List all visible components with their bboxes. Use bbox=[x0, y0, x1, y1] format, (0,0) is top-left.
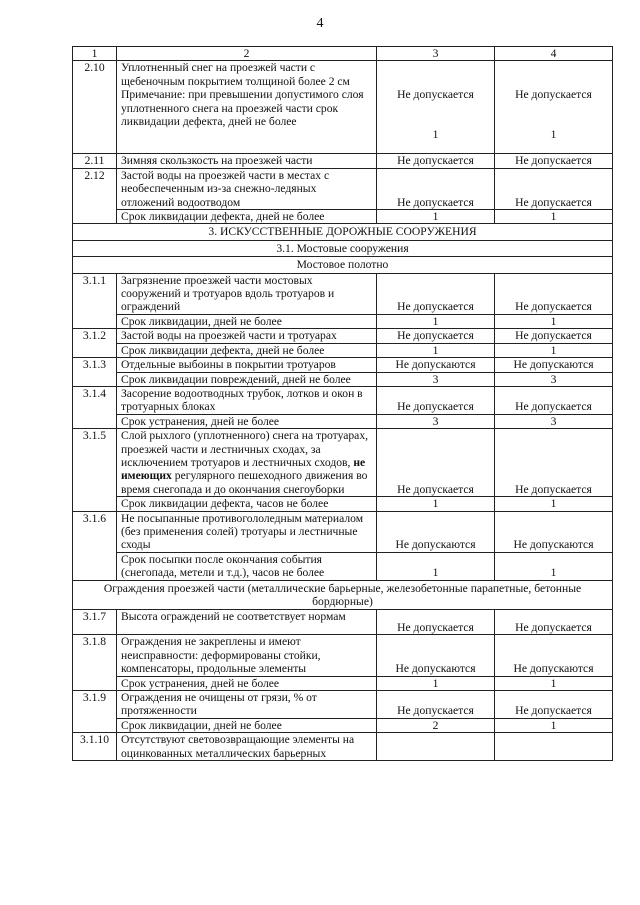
row-description: Отсутствуют световозвращающие элементы на оцинкованных металлических барьерных bbox=[117, 733, 377, 761]
row-description: Засорение водоотводных трубок, лотков и окон в тротуарных блоках bbox=[117, 386, 377, 414]
row-number: 3.1.4 bbox=[73, 386, 117, 428]
term-value: 1 bbox=[432, 127, 439, 141]
value-cell bbox=[377, 733, 495, 761]
term-value: 2 bbox=[377, 718, 495, 732]
term-row bbox=[73, 343, 613, 357]
table-row bbox=[73, 386, 613, 414]
header-cell: 4 bbox=[495, 47, 613, 61]
term-value: 1 bbox=[377, 314, 495, 328]
term-row bbox=[73, 414, 613, 428]
header-cell: 1 bbox=[73, 47, 117, 61]
term-label: Срок устранения, дней не более bbox=[117, 414, 377, 428]
value-cell: Не допускаются bbox=[377, 358, 495, 372]
value-cell: Не допускается bbox=[495, 691, 613, 719]
table-row bbox=[73, 168, 613, 209]
value-cell: Не допускаются bbox=[495, 635, 613, 676]
page-number: 4 bbox=[316, 16, 324, 31]
value-cell: Не допускается bbox=[495, 273, 613, 314]
table-row bbox=[73, 610, 613, 635]
header-cell: 2 bbox=[117, 47, 377, 61]
row-number: 3.1.2 bbox=[73, 329, 117, 358]
value-cell bbox=[495, 61, 613, 154]
value-cell: Не допускается bbox=[495, 386, 613, 414]
value-text: Не допускается bbox=[515, 88, 592, 102]
term-label: Срок посыпки после окончания события (снегопада, метели и т.д.), часов не более bbox=[117, 552, 377, 580]
value-cell: Не допускается bbox=[377, 154, 495, 168]
term-label: Срок ликвидации дефекта, часов не более bbox=[117, 497, 377, 511]
value-cell: Не допускается bbox=[377, 273, 495, 314]
term-value: 1 bbox=[495, 718, 613, 732]
value-cell: Не допускается bbox=[377, 329, 495, 343]
row-number: 2.10 bbox=[73, 61, 117, 154]
term-row bbox=[73, 314, 613, 328]
row-number: 2.12 bbox=[73, 168, 117, 224]
term-value: 3 bbox=[377, 372, 495, 386]
term-value: 3 bbox=[495, 414, 613, 428]
row-number: 3.1.1 bbox=[73, 273, 117, 329]
description-text: регулярного пешеходного движения во время снегопада и до окончания снегоуборки bbox=[121, 469, 368, 496]
term-value: 1 bbox=[495, 676, 613, 690]
term-label: Срок ликвидации, дней не более bbox=[117, 718, 377, 732]
term-row bbox=[73, 676, 613, 690]
row-number: 3.1.5 bbox=[73, 429, 117, 511]
row-description: Загрязнение проезжей части мостовых сооружений и тротуаров вдоль тротуаров и ограждений bbox=[117, 273, 377, 314]
subsection-row bbox=[73, 240, 613, 256]
row-description: Застой воды на проезжей части в местах с необеспеченным из-за снежно-ледяных отложений водоотводом bbox=[117, 168, 377, 209]
row-description: Не посыпанные противогололедным материалом (без применения солей) тротуары и лестничные сходы bbox=[117, 511, 377, 552]
value-text: Не допускается bbox=[397, 88, 474, 102]
row-number: 3.1.8 bbox=[73, 635, 117, 691]
requirements-table bbox=[72, 46, 613, 761]
term-value: 1 bbox=[377, 552, 495, 580]
value-cell: Не допускается bbox=[377, 691, 495, 719]
table-row bbox=[73, 511, 613, 552]
row-description: Ограждения не очищены от грязи, % от протяженности bbox=[117, 691, 377, 719]
value-cell: Не допускается bbox=[377, 386, 495, 414]
description-text: Слой рыхлого (уплотненного) снега на тротуарах, проезжей части и лестничных сходах, за исключением тротуаров и лестничных сходов, bbox=[121, 429, 369, 469]
term-value: 1 bbox=[495, 314, 613, 328]
table-row bbox=[73, 733, 613, 761]
row-number: 3.1.7 bbox=[73, 610, 117, 635]
note-text: Примечание: при превышении допустимого слоя уплотненного снега на проезжей части срок ликвидации дефекта, дней не более bbox=[121, 88, 364, 129]
row-description: Ограждения не закреплены и имеют неисправности: деформированы стойки, компенсаторы, продольные элементы bbox=[117, 635, 377, 676]
value-cell: Не допускается bbox=[377, 168, 495, 209]
term-label: Срок ликвидации дефекта, дней не более bbox=[117, 343, 377, 357]
value-cell: Не допускаются bbox=[495, 511, 613, 552]
value-cell: Не допускается bbox=[495, 429, 613, 497]
subsection-title: Ограждения проезжей части (металлические барьерные, железобетонные парапетные, бетонные бордюрные) bbox=[73, 580, 613, 610]
term-value: 1 bbox=[377, 497, 495, 511]
term-row bbox=[73, 497, 613, 511]
table-row bbox=[73, 329, 613, 343]
row-number: 3.1.9 bbox=[73, 691, 117, 733]
table-row bbox=[73, 691, 613, 719]
section-row bbox=[73, 224, 613, 240]
row-description bbox=[117, 429, 377, 497]
row-description bbox=[117, 61, 377, 154]
row-number: 3.1.10 bbox=[73, 733, 117, 761]
value-cell: Не допускается bbox=[377, 429, 495, 497]
row-number: 2.11 bbox=[73, 154, 117, 168]
subsection-title: 3.1. Мостовые сооружения bbox=[73, 240, 613, 256]
subsection-title: Мостовое полотно bbox=[73, 257, 613, 273]
table-row bbox=[73, 154, 613, 168]
table-row bbox=[73, 429, 613, 497]
value-cell: Не допускаются bbox=[495, 358, 613, 372]
term-value: 1 bbox=[377, 343, 495, 357]
value-cell bbox=[495, 733, 613, 761]
term-label: Срок ликвидации, дней не более bbox=[117, 314, 377, 328]
term-row bbox=[73, 718, 613, 732]
table-row bbox=[73, 61, 613, 154]
term-value: 1 bbox=[377, 676, 495, 690]
term-value: 1 bbox=[495, 210, 613, 224]
row-description: Отдельные выбоины в покрытии тротуаров bbox=[117, 358, 377, 372]
description-emphasis: не имеющих bbox=[121, 455, 366, 483]
row-number: 3.1.6 bbox=[73, 511, 117, 580]
term-value: 1 bbox=[495, 497, 613, 511]
term-label: Срок ликвидации дефекта, дней не более bbox=[117, 210, 377, 224]
table-row bbox=[73, 635, 613, 676]
header-cell: 3 bbox=[377, 47, 495, 61]
term-value: 1 bbox=[495, 552, 613, 580]
value-cell: Не допускается bbox=[377, 610, 495, 635]
table-header-row bbox=[73, 47, 613, 61]
value-cell: Не допускается bbox=[495, 329, 613, 343]
term-value: 1 bbox=[377, 210, 495, 224]
term-row bbox=[73, 552, 613, 580]
section-row bbox=[73, 580, 613, 610]
term-row bbox=[73, 210, 613, 224]
table-row bbox=[73, 358, 613, 372]
table-row bbox=[73, 273, 613, 314]
term-value: 1 bbox=[550, 127, 557, 141]
row-number: 3.1.3 bbox=[73, 358, 117, 387]
term-label: Срок устранения, дней не более bbox=[117, 676, 377, 690]
value-cell: Не допускаются bbox=[377, 511, 495, 552]
row-description: Зимняя скользкость на проезжей части bbox=[117, 154, 377, 168]
value-cell: Не допускается bbox=[495, 154, 613, 168]
term-value: 3 bbox=[377, 414, 495, 428]
description-text: Уплотненный снег на проезжей части с щебеночным покрытием толщиной более 2 см bbox=[121, 61, 350, 88]
term-row bbox=[73, 372, 613, 386]
subsection-row bbox=[73, 257, 613, 273]
term-value: 3 bbox=[495, 372, 613, 386]
term-value: 1 bbox=[495, 343, 613, 357]
term-label: Срок ликвидации повреждений, дней не более bbox=[117, 372, 377, 386]
row-description: Высота ограждений не соответствует нормам bbox=[117, 610, 377, 635]
value-cell bbox=[377, 61, 495, 154]
value-cell: Не допускается bbox=[495, 168, 613, 209]
section-title: 3. ИСКУССТВЕННЫЕ ДОРОЖНЫЕ СООРУЖЕНИЯ bbox=[73, 224, 613, 240]
row-description: Застой воды на проезжей части и тротуарах bbox=[117, 329, 377, 343]
value-cell: Не допускаются bbox=[377, 635, 495, 676]
value-cell: Не допускается bbox=[495, 610, 613, 635]
